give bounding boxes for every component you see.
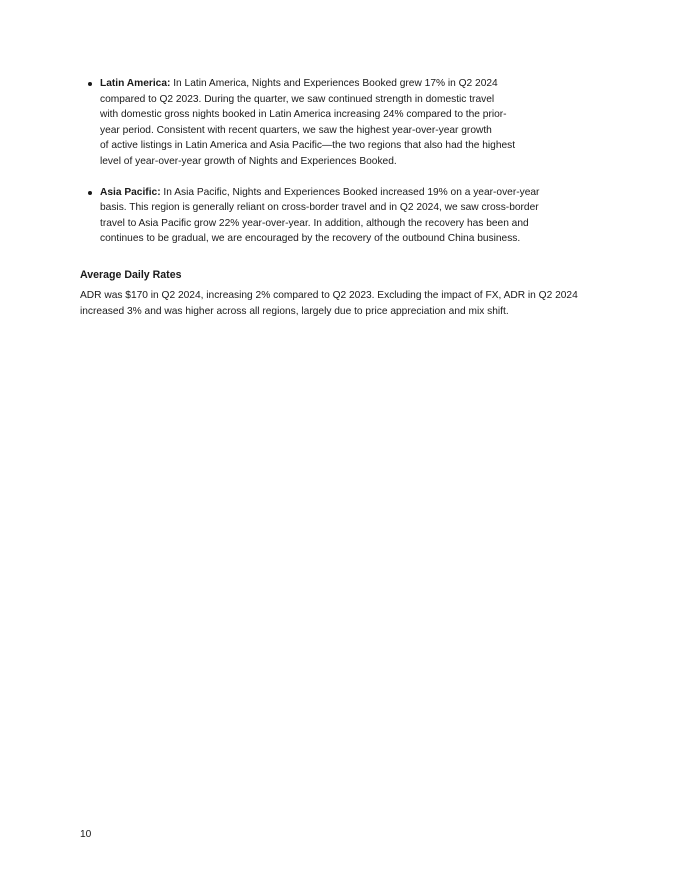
bullet-line [100,185,588,201]
bullet-text: In Latin America, Nights and Experiences Booked grew 17% in Q2 2024 [170,78,498,89]
page-number: 10 [80,829,92,840]
paragraph-line: increased 3% and was higher across all regions, largely due to price appreciation and mix shift. [80,305,509,317]
bullet-line: with domestic gross nights booked in Latin America increasing 24% compared to the prior- [100,109,507,121]
region-bullet-list [88,76,588,247]
bullet-lead-label: Asia Pacific: [100,186,161,198]
bullet-asia-pacific [88,185,588,247]
bullet-line: travel to Asia Pacific grow 22% year-over-year. In addition, although the recovery has been and [100,217,529,229]
bullet-line: continues to be gradual, we are encouraged by the recovery of the outbound China business. [100,233,521,245]
bullet-line [100,76,588,92]
bullet-dot-icon [88,191,92,195]
bullet-line: compared to Q2 2023. During the quarter, we saw continued strength in domestic travel [100,93,495,105]
bullet-lead-label: Latin America: [100,78,171,89]
bullet-line: year period. Consistent with recent quarters, we saw the highest year-over-year growth [100,124,492,136]
section-paragraph-adr [80,288,620,319]
section-heading-adr: Average Daily Rates [80,269,182,281]
paragraph-line: ADR was $170 in Q2 2024, increasing 2% compared to Q2 2023. Excluding the impact of FX, ADR in Q2 2024 [80,290,578,301]
bullet-line: of active listings in Latin America and Asia Pacific—the two regions that also had the highest [100,140,516,152]
bullet-text: In Asia Pacific, Nights and Experiences Booked increased 19% on a year-over-year [160,186,540,198]
bullet-dot-icon [88,82,92,86]
bullet-line: basis. This region is generally reliant on cross-border travel and in Q2 2024, we saw cross-border [100,202,539,214]
bullet-line: level of year-over-year growth of Nights and Experiences Booked. [100,155,397,167]
bullet-latin-america [88,76,588,170]
